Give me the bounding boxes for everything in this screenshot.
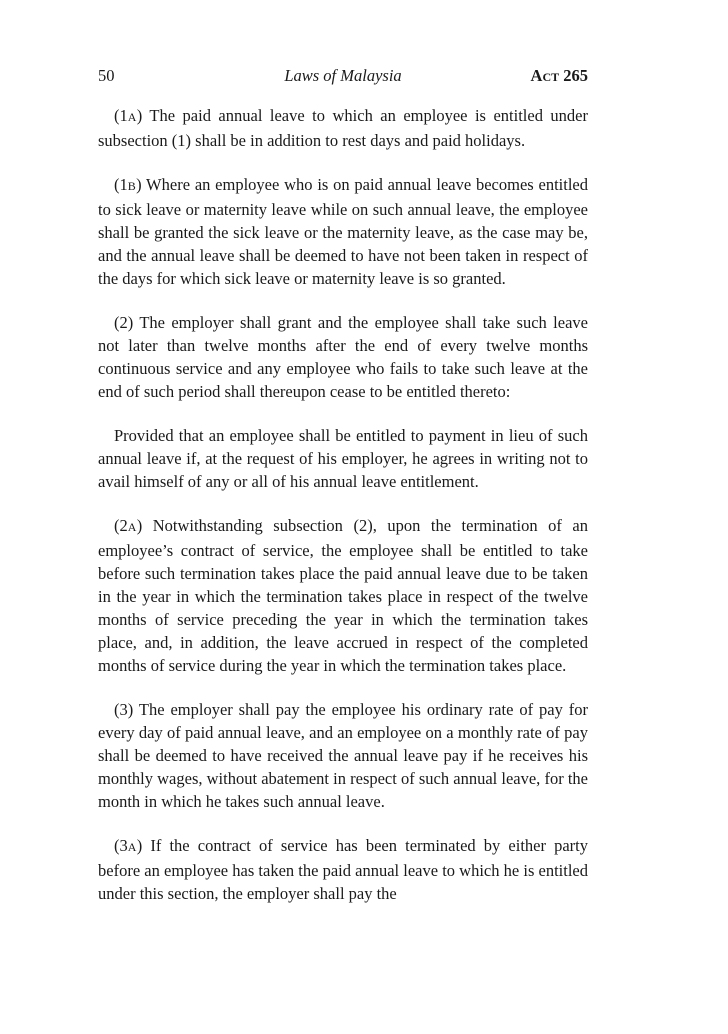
para-number-close: ) bbox=[136, 175, 142, 194]
para-letter: A bbox=[127, 520, 137, 534]
para-letter: B bbox=[127, 179, 137, 193]
para-number-close: ) bbox=[136, 516, 143, 535]
para-text: The paid annual leave to which an employee is entitled under subsection (1) shall be in addition to rest days and paid holidays. bbox=[98, 106, 588, 150]
para-number-close: ) bbox=[136, 106, 143, 125]
paragraph-3a bbox=[98, 834, 588, 905]
act-prefix: A bbox=[530, 66, 543, 85]
para-letter: A bbox=[127, 840, 137, 854]
para-text: If the contract of service has been terminated by either party before an employee has taken the paid annual leave to which he is entitled under this section, the employer shall pay the bbox=[98, 836, 588, 903]
body-text bbox=[98, 104, 588, 926]
para-text: Notwithstanding subsection (2), upon the termination of an employee’s contract of service, the employee shall be entitled to take before such termination takes place the paid annual leave due to be taken in the year in which the termination takes place in respect of the twelve months of service preceding the year in which the termination takes place, and, in addition, the leave accrued in respect of the completed months of service during the year in which the termination takes place. bbox=[98, 516, 588, 675]
paragraph-2a bbox=[98, 514, 588, 677]
act-label bbox=[531, 66, 588, 86]
page-number: 50 bbox=[98, 66, 115, 85]
para-text: (3) The employer shall pay the employee his ordinary rate of pay for every day of paid annual leave, and an employee on a monthly rate of pay shall be deemed to have received the annual leave pay if he receives his monthly wages, without abatement in respect of such annual leave, for the month in which he takes such annual leave. bbox=[98, 700, 588, 811]
page-header bbox=[98, 66, 588, 90]
paragraph-3 bbox=[98, 698, 588, 813]
para-number: (1 bbox=[114, 175, 128, 194]
para-letter: A bbox=[127, 110, 137, 124]
para-number-close: ) bbox=[136, 836, 143, 855]
paragraph-2 bbox=[98, 311, 588, 403]
para-text: Provided that an employee shall be entitled to payment in lieu of such annual leave if, at the request of his employer, he agrees in writing not to avail himself of any or all of his annual leave entitlement. bbox=[98, 426, 588, 491]
para-number: (3 bbox=[114, 836, 128, 855]
act-smallcaps: CT bbox=[542, 70, 560, 84]
act-number: 265 bbox=[563, 66, 588, 85]
para-text: Where an employee who is on paid annual leave becomes entitled to sick leave or maternity leave while on such annual leave, the employee shall be granted the sick leave or the maternity leave, as the case may be, and the annual leave shall be deemed to have not been taken in respect of the days for which sick leave or maternity leave is so granted. bbox=[98, 175, 588, 288]
running-title: Laws of Malaysia bbox=[284, 66, 402, 85]
para-number: (2 bbox=[114, 516, 128, 535]
para-number: (1 bbox=[114, 106, 128, 125]
paragraph-proviso bbox=[98, 424, 588, 493]
para-text: (2) The employer shall grant and the employee shall take such leave not later than twelve months after the end of every twelve months continuous service and any employee who fails to take such leave at the end of such period shall thereupon cease to be entitled thereto: bbox=[98, 313, 588, 401]
paragraph-1b bbox=[98, 173, 588, 290]
paragraph-1a bbox=[98, 104, 588, 152]
